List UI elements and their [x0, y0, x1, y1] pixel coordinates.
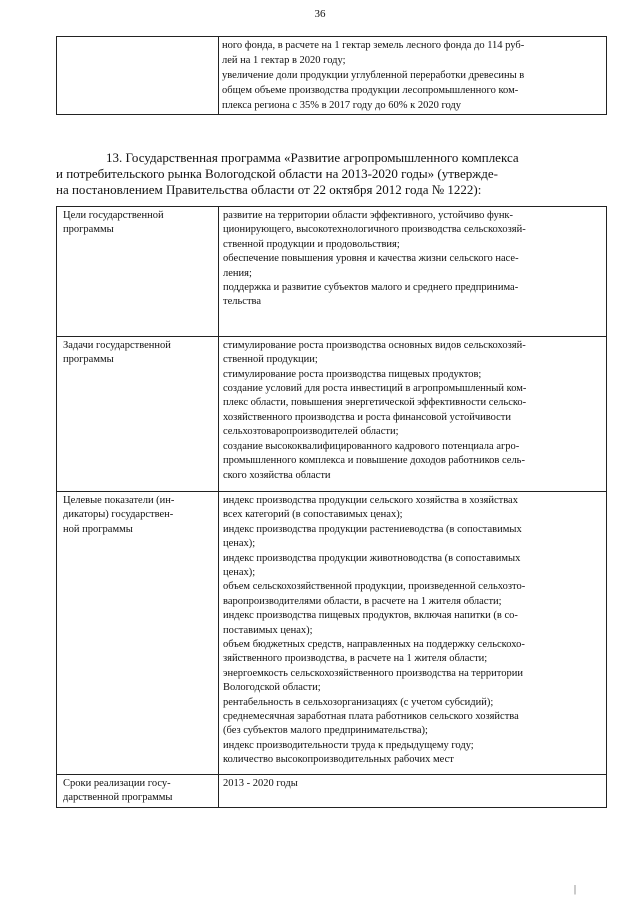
- label-cell: [57, 491, 219, 774]
- label-line: дарственной программы: [63, 792, 173, 804]
- label-line: программы: [63, 224, 114, 236]
- text-line: объем бюджетных средств, направленных на поддержку сельскохо-: [223, 638, 525, 650]
- text-line: увеличение доли продукции углубленной переработки древесины в: [222, 70, 525, 81]
- label-line: Целевые показатели (ин-: [63, 494, 175, 506]
- table-row: [57, 336, 607, 491]
- text-line: промышленного комплекса и повышение доходов работников сель-: [223, 455, 525, 467]
- text-line: рентабельность в сельхозорганизациях (с учетом субсидий);: [223, 696, 494, 708]
- label-line: ной программы: [63, 523, 133, 535]
- text-line: ценах);: [223, 566, 256, 578]
- text-line: ления;: [223, 267, 252, 279]
- label-cell: [57, 37, 219, 115]
- continued-table: [56, 36, 607, 115]
- text-line: тельства: [223, 296, 262, 308]
- text-line: индекс производства пищевых продуктов, включая напитки (в со-: [223, 610, 518, 622]
- text-line: создание высококвалифицированного кадрового потенциала агро-: [223, 440, 520, 452]
- margin-mark: |: [574, 884, 577, 895]
- label-cell: [57, 207, 219, 337]
- text-line: плекс области, повышения энергетической эффективности сельско-: [223, 397, 527, 409]
- text-line: развитие на территории области эффективного, устойчиво функ-: [223, 210, 514, 221]
- label-line: Сроки реализации госу-: [63, 777, 171, 789]
- text-line: варопроизводителями области, в расчете на 1 жителя области;: [223, 595, 502, 607]
- text-line: всех категорий (в сопоставимых ценах);: [223, 509, 403, 521]
- table-row: [57, 774, 607, 808]
- text-line: лей на 1 гектар в 2020 году;: [222, 55, 346, 66]
- text-line: общем объеме производства продукции лесопромышленного ком-: [222, 85, 519, 96]
- text-line: (без субъектов малого предпринимательства);: [223, 725, 428, 737]
- text-line: плекса региона с 35% в 2017 году до 60% к 2020 году: [222, 100, 462, 111]
- value-cell: [219, 336, 607, 491]
- text-line: хозяйственного производства и роста финансовой устойчивости: [223, 411, 512, 423]
- text-line: поставимых ценах);: [223, 624, 313, 636]
- table-row: [57, 37, 607, 115]
- text-line: 2013 - 2020 годы: [223, 777, 298, 789]
- text-line: среднемесячная заработная плата работников сельского хозяйства: [223, 711, 519, 722]
- label-cell: [57, 336, 219, 491]
- text-line: ценах);: [223, 538, 256, 550]
- text-line: индекс производства продукции сельского хозяйства в хозяйствах: [223, 494, 518, 506]
- text-line: обеспечение повышения уровня и качества жизни сельского насе-: [223, 253, 519, 265]
- text-line: индекс производительности труда к предыдущему году;: [223, 739, 474, 751]
- text-line: стимулирование роста производства пищевых продуктов;: [223, 368, 482, 380]
- text-line: Вологодской области;: [223, 682, 321, 694]
- text-line: количество высокопроизводительных рабочих мест: [223, 754, 454, 766]
- table-row: [57, 491, 607, 774]
- label-line: дикаторы) государствен-: [63, 509, 174, 521]
- text-line: ского хозяйства области: [223, 469, 331, 481]
- text-line: индекс производства продукции животноводства (в сопоставимых: [223, 552, 521, 564]
- table-row: [57, 207, 607, 337]
- section-heading: [56, 150, 606, 198]
- page-number: 36: [314, 8, 326, 20]
- text-line: ственной продукции;: [223, 354, 318, 366]
- text-line: стимулирование роста производства основных видов сельскохозяй-: [223, 339, 526, 351]
- label-line: программы: [63, 354, 114, 366]
- text-line: ственной продукции и продовольствия;: [223, 238, 400, 250]
- value-cell: [219, 207, 607, 337]
- text-line: индекс производства продукции растениеводства (в сопоставимых: [223, 523, 522, 535]
- label-line: Цели государственной: [63, 210, 164, 221]
- text-line: энергоемкость сельскохозяйственного производства на территории: [223, 667, 523, 679]
- value-cell: [219, 491, 607, 774]
- text-line: объем сельскохозяйственной продукции, произведенной сельхозто-: [223, 581, 526, 593]
- value-cell: [219, 37, 607, 115]
- text-line: зяйственного производства, в расчете на 1 жителя области;: [223, 653, 488, 665]
- heading-line: и потребительского рынка Вологодской области на 2013-2020 годы» (утвержде-: [56, 166, 498, 181]
- text-line: создание условий для роста инвестиций в агропромышленный ком-: [223, 383, 527, 395]
- label-cell: [57, 774, 219, 808]
- value-cell: [219, 774, 607, 808]
- label-line: Задачи государственной: [63, 339, 171, 351]
- heading-line: на постановлением Правительства области от 22 октября 2012 года № 1222):: [56, 182, 482, 197]
- text-line: сельхозтоваропроизводителей области;: [223, 426, 399, 438]
- heading-line: 13. Государственная программа «Развитие агропромышленного комплекса: [106, 150, 519, 165]
- program-passport-table: [56, 206, 607, 808]
- text-line: ного фонда, в расчете на 1 гектар земель лесного фонда до 114 руб-: [222, 40, 525, 51]
- text-line: ционирующего, высокотехнологичного производства сельскохозяй-: [223, 224, 526, 236]
- text-line: поддержка и развитие субъектов малого и среднего предпринима-: [223, 282, 519, 294]
